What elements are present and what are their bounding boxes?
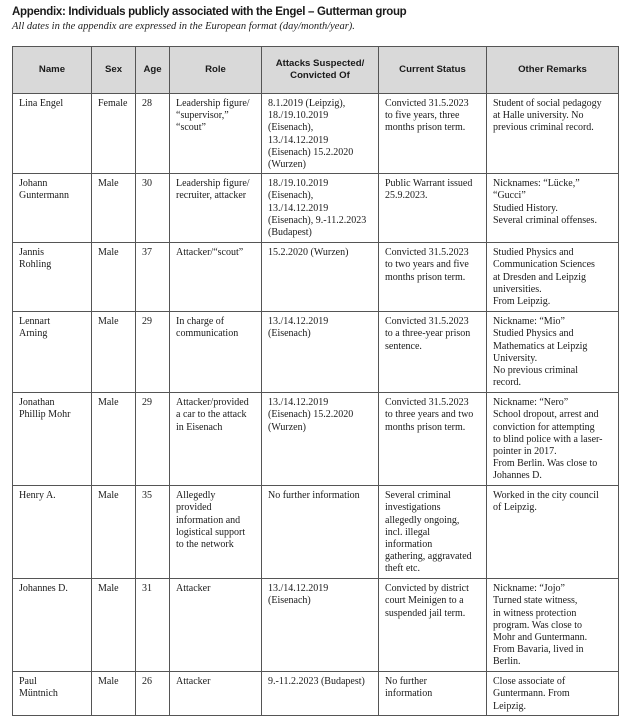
- cell-remarks: Studied Physics and Communication Sciences at Dresden and Leipzig universities. From Leipzig.: [487, 243, 619, 312]
- cell-sex: Male: [92, 393, 136, 486]
- cell-role: Attacker: [170, 672, 262, 716]
- cell-attacks: 13./14.12.2019 (Eisenach) 15.2.2020 (Wurzen): [262, 393, 379, 486]
- cell-status: Convicted 31.5.2023 to two years and five months prison term.: [379, 243, 487, 312]
- cell-sex: Male: [92, 486, 136, 579]
- cell-role: Attacker/provided a car to the attack in Eisenach: [170, 393, 262, 486]
- cell-status: No further information: [379, 672, 487, 716]
- appendix-subtitle: All dates in the appendix are expressed in the European format (day/month/year).: [12, 21, 355, 32]
- cell-attacks: 18./19.10.2019 (Eisenach), 13./14.12.2019 (Eisenach), 9.-11.2.2023 (Budapest): [262, 174, 379, 243]
- cell-remarks: Student of social pedagogy at Halle university. No previous criminal record.: [487, 94, 619, 174]
- cell-name: Jonathan Phillip Mohr: [13, 393, 92, 486]
- cell-name: Lina Engel: [13, 94, 92, 174]
- cell-remarks: Close associate of Guntermann. From Leipzig.: [487, 672, 619, 716]
- cell-name: Lennart Arning: [13, 312, 92, 393]
- table-row: [13, 486, 619, 579]
- header-attacks: Attacks Suspected/ Convicted Of: [262, 47, 379, 94]
- table-row: [13, 393, 619, 486]
- cell-sex: Male: [92, 174, 136, 243]
- cell-attacks: 15.2.2020 (Wurzen): [262, 243, 379, 312]
- cell-attacks: 13./14.12.2019 (Eisenach): [262, 312, 379, 393]
- cell-remarks: Worked in the city council of Leipzig.: [487, 486, 619, 579]
- cell-remarks: Nicknames: “Lücke,” “Gucci” Studied History. Several criminal offenses.: [487, 174, 619, 243]
- cell-age: 30: [136, 174, 170, 243]
- cell-sex: Male: [92, 312, 136, 393]
- cell-sex: Male: [92, 243, 136, 312]
- cell-name: Johannes D.: [13, 579, 92, 672]
- cell-name: Johann Guntermann: [13, 174, 92, 243]
- table-body: [13, 94, 619, 716]
- header-sex: Sex: [92, 47, 136, 94]
- cell-role: In charge of communication: [170, 312, 262, 393]
- cell-status: Convicted 31.5.2023 to a three-year prison sentence.: [379, 312, 487, 393]
- header-status: Current Status: [379, 47, 487, 94]
- individuals-table: [12, 46, 619, 716]
- cell-status: Public Warrant issued 25.9.2023.: [379, 174, 487, 243]
- cell-role: Attacker: [170, 579, 262, 672]
- cell-attacks: No further information: [262, 486, 379, 579]
- header-row: [13, 47, 619, 94]
- cell-sex: Male: [92, 672, 136, 716]
- cell-remarks: Nickname: “Mio” Studied Physics and Mathematics at Leipzig University. No previous criminal record.: [487, 312, 619, 393]
- cell-attacks: 13./14.12.2019 (Eisenach): [262, 579, 379, 672]
- cell-role: Allegedly provided information and logistical support to the network: [170, 486, 262, 579]
- cell-status: Convicted 31.5.2023 to five years, three months prison term.: [379, 94, 487, 174]
- cell-age: 37: [136, 243, 170, 312]
- cell-status: Convicted by district court Meinigen to a suspended jail term.: [379, 579, 487, 672]
- cell-age: 26: [136, 672, 170, 716]
- table-row: [13, 672, 619, 716]
- header-age: Age: [136, 47, 170, 94]
- cell-age: 29: [136, 312, 170, 393]
- table-header: [13, 47, 619, 94]
- cell-sex: Female: [92, 94, 136, 174]
- table-row: [13, 579, 619, 672]
- cell-role: Leadership figure/ recruiter, attacker: [170, 174, 262, 243]
- header-role: Role: [170, 47, 262, 94]
- cell-age: 35: [136, 486, 170, 579]
- cell-status: Convicted 31.5.2023 to three years and two months prison term.: [379, 393, 487, 486]
- cell-attacks: 8.1.2019 (Leipzig), 18./19.10.2019 (Eisenach), 13./14.12.2019 (Eisenach) 15.2.2020 (Wurzen): [262, 94, 379, 174]
- table-row: [13, 174, 619, 243]
- cell-attacks: 9.-11.2.2023 (Budapest): [262, 672, 379, 716]
- header-name: Name: [13, 47, 92, 94]
- cell-status: Several criminal investigations allegedly ongoing, incl. illegal information gathering, aggravated theft etc.: [379, 486, 487, 579]
- cell-age: 29: [136, 393, 170, 486]
- cell-age: 31: [136, 579, 170, 672]
- table-row: [13, 94, 619, 174]
- table-row: [13, 243, 619, 312]
- table-row: [13, 312, 619, 393]
- cell-name: Jannis Rohling: [13, 243, 92, 312]
- cell-age: 28: [136, 94, 170, 174]
- cell-role: Leadership figure/ “supervisor,” “scout”: [170, 94, 262, 174]
- cell-role: Attacker/“scout”: [170, 243, 262, 312]
- cell-sex: Male: [92, 579, 136, 672]
- cell-remarks: Nickname: “Nero” School dropout, arrest and conviction for attempting to blind police with a laser- pointer in 2017. From Berlin. Was close to Johannes D.: [487, 393, 619, 486]
- cell-name: Paul Müntnich: [13, 672, 92, 716]
- cell-remarks: Nickname: “Jojo” Turned state witness, in witness protection program. Was close to Mohr and Guntermann. From Bavaria, lived in Berlin.: [487, 579, 619, 672]
- header-remarks: Other Remarks: [487, 47, 619, 94]
- cell-name: Henry A.: [13, 486, 92, 579]
- appendix-title: Appendix: Individuals publicly associated with the Engel – Gutterman group: [12, 6, 407, 18]
